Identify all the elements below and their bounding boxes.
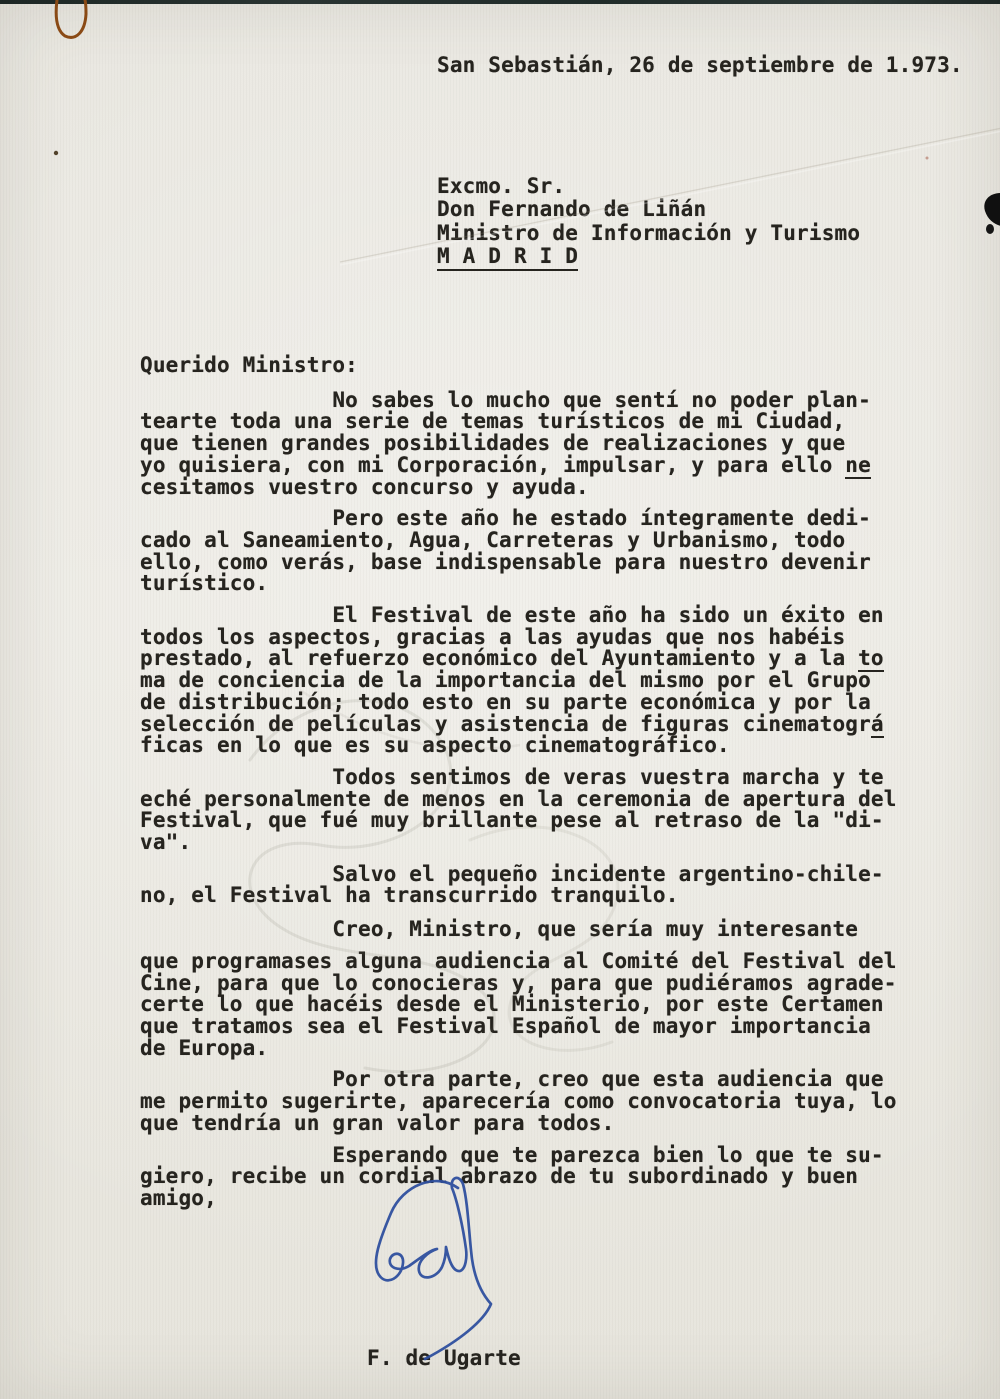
letter-line: amigo, <box>140 1185 217 1210</box>
letter-line: de Europa. <box>140 1035 269 1060</box>
letter-line: cesitamos vuestro concurso y ayuda. <box>140 474 589 499</box>
letter-body <box>140 355 930 1220</box>
ink-blob-mark <box>984 193 1000 226</box>
letter-paragraph <box>140 1069 930 1134</box>
date-line: San Sebastián, 26 de septiembre de 1.973. <box>437 53 963 77</box>
letter-line: giero, recibe un cordial abrazo de tu subordinado y buen <box>140 1164 859 1189</box>
paperclip-rust-mark <box>56 0 86 37</box>
letter-line: que tratamos sea el Festival Español de mayor importancia <box>140 1013 871 1038</box>
letter-line: El Festival de este año ha sido un éxito en <box>140 603 884 628</box>
letter-line: cado al Saneamiento, Agua, Carreteras y Urbanismo, todo <box>140 527 846 552</box>
recipient-name: Don Fernando de Liñán <box>437 197 707 222</box>
paper-speck <box>926 157 929 160</box>
letter-line: ma de conciencia de la importancia del mismo por el Grupo <box>140 668 871 693</box>
letter-line: que tendría un gran valor para todos. <box>140 1110 615 1135</box>
letter-paragraphs <box>140 387 930 1210</box>
paper-speck <box>54 151 58 155</box>
letter-line: va". <box>140 830 192 855</box>
letter-paragraph <box>140 764 930 855</box>
signature-name: F. de Ugarte <box>367 1346 521 1370</box>
letter-paragraph <box>140 948 930 1060</box>
letter-line: que programases alguna audiencia al Comité del Festival del <box>140 948 897 973</box>
recipient-block <box>437 175 860 271</box>
letter-line: prestado, al refuerzo económico del Ayuntamiento y a la to <box>140 646 884 671</box>
hyphen-underline: to <box>858 646 884 671</box>
salutation: Querido Ministro: <box>140 353 358 377</box>
letter-line: Festival, que fué muy brillante pese al retraso de la "di- <box>140 808 884 833</box>
letter-line: Todos sentimos de veras vuestra marcha y te <box>140 764 884 789</box>
ink-blob-mark <box>986 224 994 234</box>
recipient-honorific: Excmo. Sr. <box>437 174 566 198</box>
hyphen-underline: ne <box>845 452 871 477</box>
letter-line: yo quisiera, con mi Corporación, impulsar, y para ello ne <box>140 452 871 477</box>
recipient-city-line <box>437 245 860 271</box>
letter-line: que tienen grandes posibilidades de realizaciones y que <box>140 431 846 456</box>
letter-line: de distribución; todo esto en su parte económica y por la <box>140 689 871 714</box>
letter-paragraph <box>140 919 930 941</box>
letter-line: Creo, Ministro, que sería muy interesante <box>140 917 859 942</box>
hyphen-underline: á <box>870 711 884 736</box>
letter-line: certe lo que hacéis desde el Ministerio, por este Certamen <box>140 992 884 1017</box>
letter-line: todos los aspectos, gracias a las ayudas que nos habéis <box>140 624 846 649</box>
letter-paragraph <box>140 1142 930 1210</box>
letter-line: ello, como verás, base indispensable para nuestro devenir <box>140 549 871 574</box>
letter-line: turístico. <box>140 571 269 596</box>
letter-line: ficas en lo que es su aspecto cinematográfico. <box>140 733 730 758</box>
scan-edge-top <box>0 0 1000 4</box>
letter-line: Cine, para que lo conocieras y, para que pudiéramos agrade- <box>140 970 897 995</box>
letter-line: selección de películas y asistencia de figuras cinematográ <box>140 711 884 736</box>
recipient-city: M A D R I D <box>437 245 578 271</box>
letter-line: Salvo el pequeño incidente argentino-chile- <box>140 861 884 886</box>
letter-line: Pero este año he estado íntegramente dedi- <box>140 506 871 531</box>
letter-paragraph <box>140 387 930 499</box>
letter-line: No sabes lo mucho que sentí no poder plan- <box>140 387 871 412</box>
letter-line: me permito sugerirte, aparecería como convocatoria tuya, lo <box>140 1089 897 1114</box>
letter-line: eché personalmente de menos en la ceremonia de apertura del <box>140 786 897 811</box>
letter-line: Por otra parte, creo que esta audiencia que <box>140 1067 884 1092</box>
letter-paragraph <box>140 605 930 757</box>
letter-paragraph <box>140 861 930 908</box>
letter-paragraph <box>140 508 930 595</box>
letter-line: Esperando que te parezca bien lo que te su- <box>140 1142 884 1167</box>
recipient-title: Ministro de Información y Turismo <box>437 220 861 245</box>
letter-line: no, el Festival ha transcurrido tranquilo. <box>140 883 679 908</box>
letter-line: tearte toda una serie de temas turísticos de mi Ciudad, <box>140 409 846 434</box>
